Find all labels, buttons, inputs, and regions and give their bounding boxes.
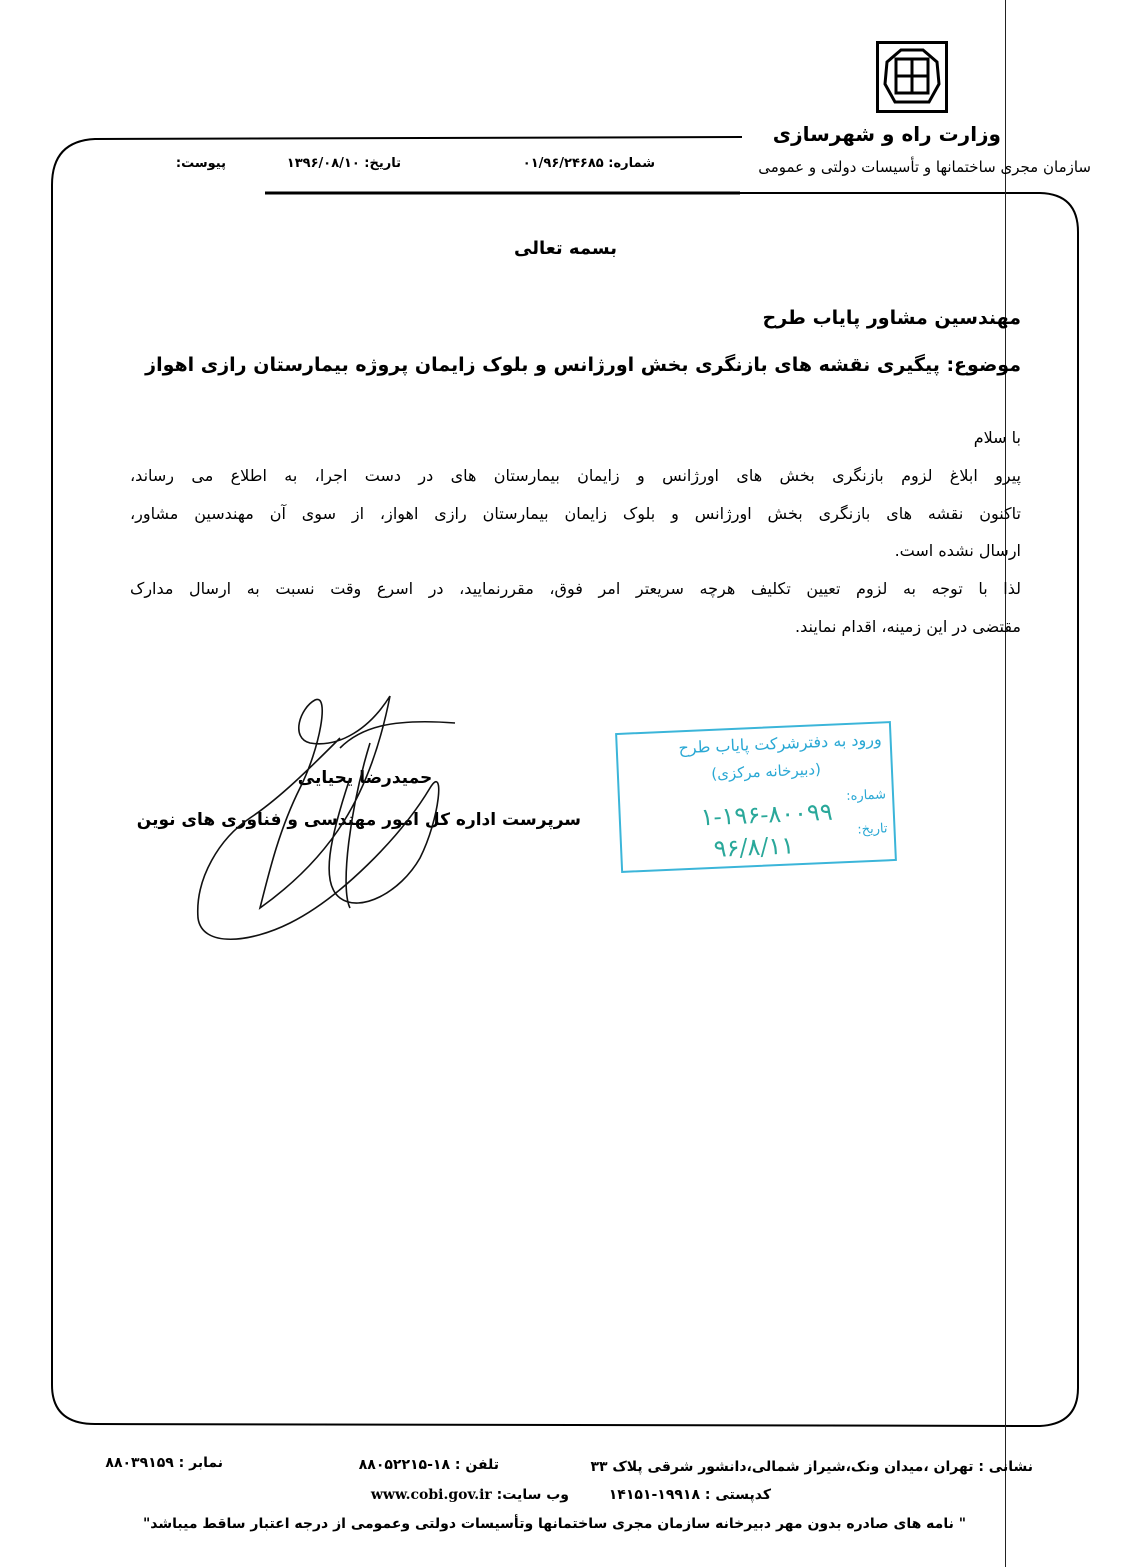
body-line: پیرو ابلاغ لزوم بازنگری بخش های اورژانس و زایمان بیمارستان های در دست اجرا، به اطلاع می رساند، [130,466,1021,485]
stamp-line1: ورود به دفترشرکت پایاب طرح [678,729,883,758]
stamp-number-label: شماره: [845,787,887,805]
stamp-line2: (دبیرخانه مرکزی) [710,760,822,783]
letter-number [523,156,655,171]
stamp-date-value: ۹۶/۸/۱۱ [712,831,795,863]
organization-name: سازمان مجری ساختمانها و تأسیسات دولتی و عمومی [758,158,1091,176]
invocation: بسمه تعالی [514,238,617,259]
footer-fax: نمابر : ۸۸۰۳۹۱۵۹ [105,1455,223,1471]
ministry-name: وزارت راه و شهرسازی [772,122,1001,146]
footer-postal-code: کدپستی : ۱۹۹۱۸-۱۴۱۵۱ [608,1487,771,1503]
signatory-name: حمیدرضا یحیایی [297,768,433,788]
number-value: ۰۱/۹۶/۲۴۶۸۵ [522,156,604,171]
body-line: لذا با توجه به لزوم تعیین تکلیف هرچه سریعتر امر فوق، مقررنمایید، در اسرع وقت نسبت به ارسال مدارک [130,579,1021,598]
attachment-label: پیوست: [175,156,226,171]
number-label: شماره: [608,156,655,171]
received-stamp [615,721,897,873]
footer-notice: " نامه های صادره بدون مهر دبیرخانه سازمان مجری ساختمانها وتأسیسات دولتی وعمومی از درجه اعتبار ساقط میباشد" [143,1516,966,1532]
signatory-title: سرپرست اداره کل امور مهندسی و فناوری های نوین [136,810,581,830]
date-label: تاریخ: [364,156,401,171]
body-line: مقتضی در این زمینه، اقدام نمایند. [795,617,1021,636]
footer-website [371,1487,569,1503]
ministry-logo [876,41,948,113]
footer-address: نشانی : تهران ،میدان ونک،شیراز شمالی،دانشور شرقی پلاک ۳۳ [590,1459,1033,1475]
recipient: مهندسین مشاور پایاب طرح [762,307,1021,329]
date-value: ۱۳۹۶/۰۸/۱۰ [286,156,360,171]
stamp-number-value: ۱-۱۹۶-۸۰۰۹۹ [699,797,834,832]
handwritten-signature [190,688,470,953]
subject: موضوع: پیگیری نقشه های بازنگری بخش اورژانس و بلوک زایمان پروژه بیمارستان رازی اهواز [145,354,1021,376]
website-label: وب سایت: [496,1487,569,1503]
body-line: تاکنون نقشه های بازنگری بخش اورژانس و بلوک زایمان بیمارستان رازی اهواز، از سوی آن مهندسین مشاور، [130,504,1021,523]
body-line: ارسال نشده است. [894,541,1021,560]
website-link[interactable]: www.cobi.gov.ir [370,1487,492,1503]
scan-artifact-line [1005,0,1006,1567]
footer-phone: تلفن : ۱۸-۸۸۰۵۲۲۱۵ [358,1457,499,1473]
greeting: با سلام [973,428,1021,447]
letter-date [287,156,401,171]
stamp-date-label: تاریخ: [856,821,888,838]
